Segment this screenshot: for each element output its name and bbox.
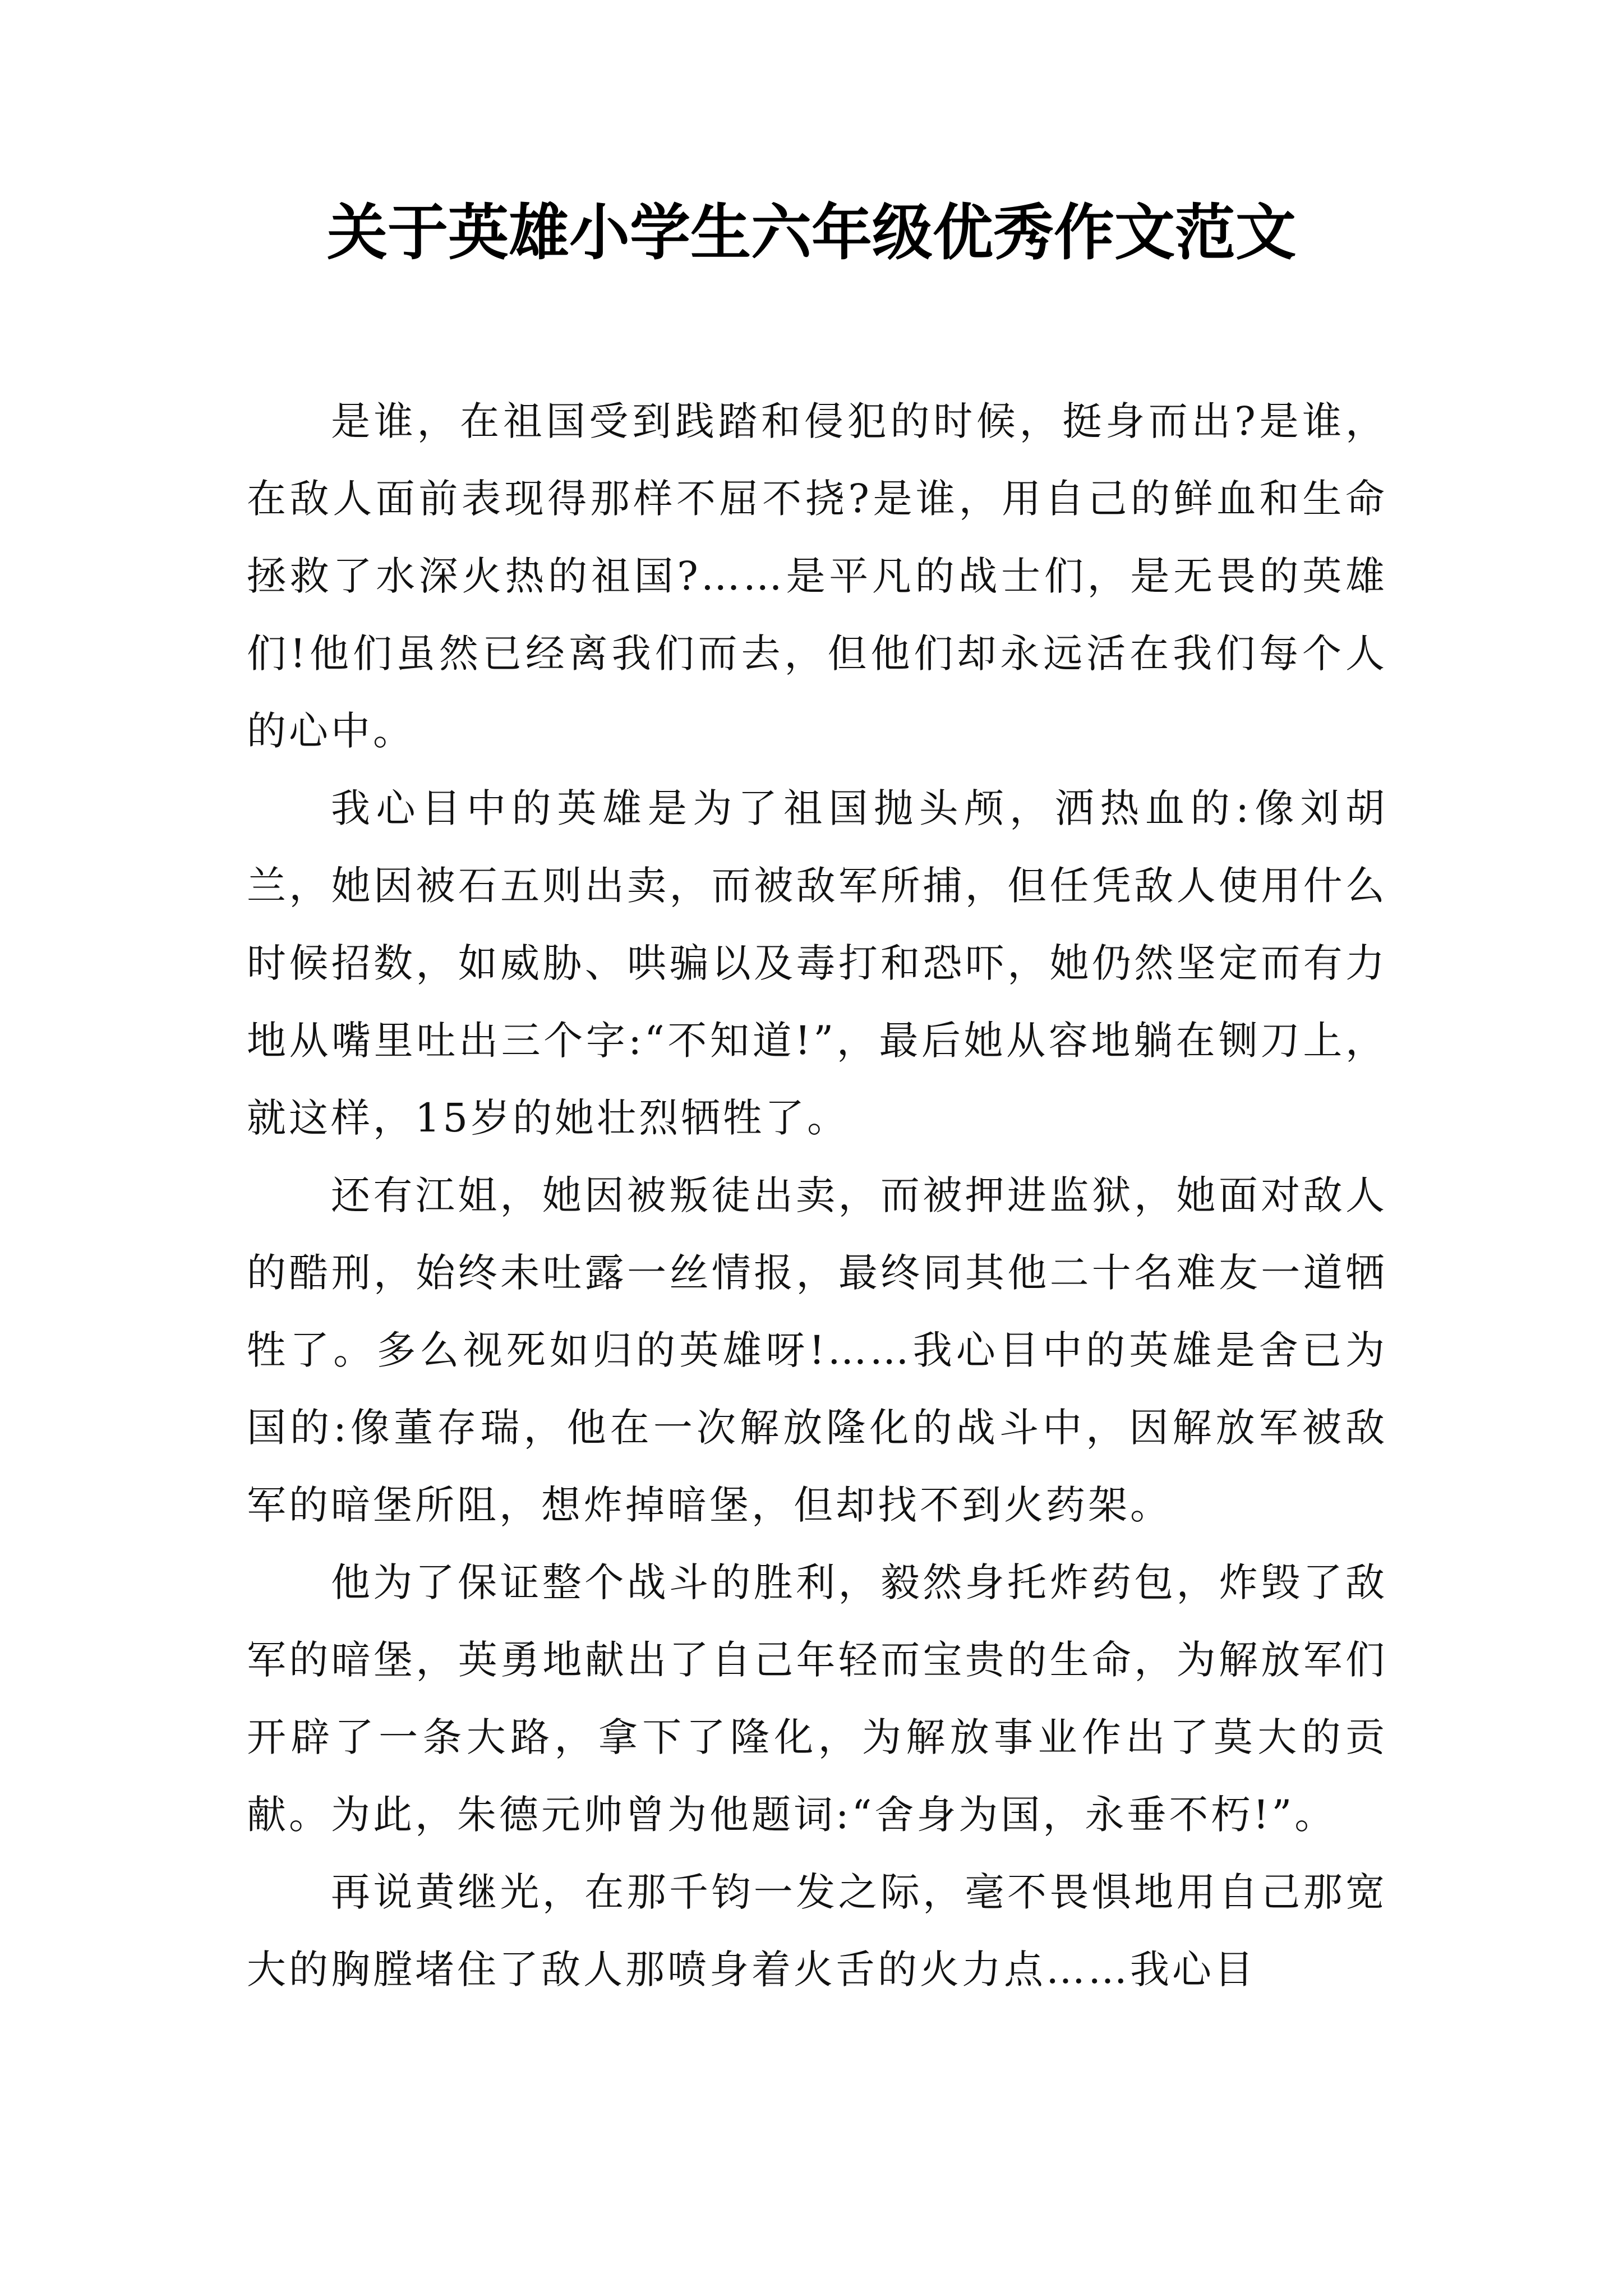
paragraph-5: 再说黄继光，在那千钧一发之际，毫不畏惧地用自己那宽大的胸膛堵住了敌人那喷身着火舌的火力点……我心目 (247, 1869, 1387, 1993)
paragraph-1: 是谁，在祖国受到践踏和侵犯的时候，挺身而出?是谁，在敌人面前表现得那样不屈不挠?是谁，用自己的鲜血和生命拯救了水深火热的祖国?……是平凡的战士们，是无畏的英雄们!他们虽然已经离我们而去，但他们却永远活在我们每个人的心中。 (247, 398, 1387, 754)
document-title: 关于英雄小学生六年级优秀作文范文 (326, 197, 1296, 268)
paragraph-2: 我心目中的英雄是为了祖国抛头颅，洒热血的:像刘胡兰，她因被石五则出卖，而被敌军所捕，但任凭敌人使用什么时候招数，如威胁、哄骗以及毒打和恐吓，她仍然坚定而有力地从嘴里吐出三个字:“不知道!”，最后她从容地躺在铡刀上，就这样，15岁的她壮烈牺牲了。 (247, 785, 1387, 1141)
paragraph-3: 还有江姐，她因被叛徒出卖，而被押进监狱，她面对敌人的酷刑，始终未吐露一丝情报，最终同其他二十名难友一道牺牲了。多么视死如归的英雄呀!……我心目中的英雄是舍已为国的:像董存瑞，他在一次解放隆化的战斗中，因解放军被敌军的暗堡所阻，想炸掉暗堡，但却找不到火药架。 (247, 1172, 1387, 1528)
paragraph-4: 他为了保证整个战斗的胜利，毅然身托炸药包，炸毁了敌军的暗堡，英勇地献出了自己年轻而宝贵的生命，为解放军们开辟了一条大路，拿下了隆化，为解放事业作出了莫大的贡献。为此，朱德元帅曾为他题词:“舍身为国，永垂不朽!”。 (247, 1559, 1387, 1838)
document-body (247, 383, 1387, 2008)
